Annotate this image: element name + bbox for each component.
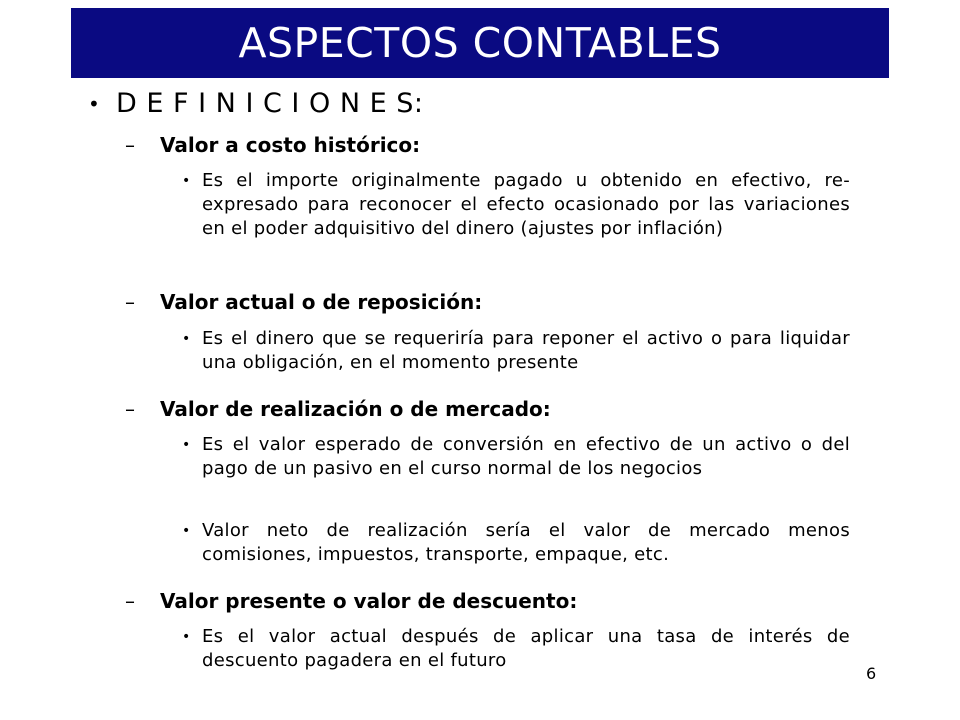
definition-point <box>182 625 850 673</box>
section-heading-row <box>88 86 868 122</box>
definition-label: Valor de realización o de mercado: <box>160 397 551 421</box>
bullet-icon: • <box>182 437 191 453</box>
definition-point <box>182 169 850 241</box>
bullet-icon: • <box>182 331 191 347</box>
dash-icon: – <box>125 589 135 613</box>
definition-label-costo-historico <box>125 131 865 159</box>
bullet-icon: • <box>182 173 191 189</box>
slide-title: ASPECTOS CONTABLES <box>238 19 722 67</box>
definition-text: Es el importe originalmente pagado u obtenido en efectivo, re-expresado para reconocer el efecto ocasionado por las variaciones en el poder adquisitivo del dinero (ajustes por inflación) <box>202 170 850 239</box>
dash-icon: – <box>125 133 135 157</box>
definition-label-reposicion <box>125 288 865 316</box>
dash-icon: – <box>125 397 135 421</box>
dash-icon: – <box>125 290 135 314</box>
definition-text: Es el valor actual después de aplicar una tasa de interés de descuento pagadera en el futuro <box>202 626 850 671</box>
definition-label: Valor presente o valor de descuento: <box>160 589 578 613</box>
bullet-icon: • <box>182 523 191 539</box>
definition-label: Valor actual o de reposición: <box>160 290 483 314</box>
definition-text: Valor neto de realización sería el valor de mercado menos comisiones, impuestos, transporte, empaque, etc. <box>202 520 850 565</box>
bullet-icon: • <box>182 629 191 645</box>
definition-label-realizacion <box>125 395 865 423</box>
page-number: 6 <box>866 664 877 683</box>
definition-point <box>182 327 850 375</box>
section-heading: D E F I N I C I O N E S: <box>116 88 424 119</box>
definition-point <box>182 519 850 567</box>
definition-point <box>182 433 850 481</box>
bullet-icon: • <box>88 92 101 116</box>
definition-text: Es el valor esperado de conversión en efectivo de un activo o del pago de un pasivo en el curso normal de los negocios <box>202 434 850 479</box>
title-bar <box>71 8 889 78</box>
definition-label-descuento <box>125 587 865 615</box>
definition-label: Valor a costo histórico: <box>160 133 421 157</box>
definition-text: Es el dinero que se requeriría para reponer el activo o para liquidar una obligación, en el momento presente <box>202 328 850 373</box>
